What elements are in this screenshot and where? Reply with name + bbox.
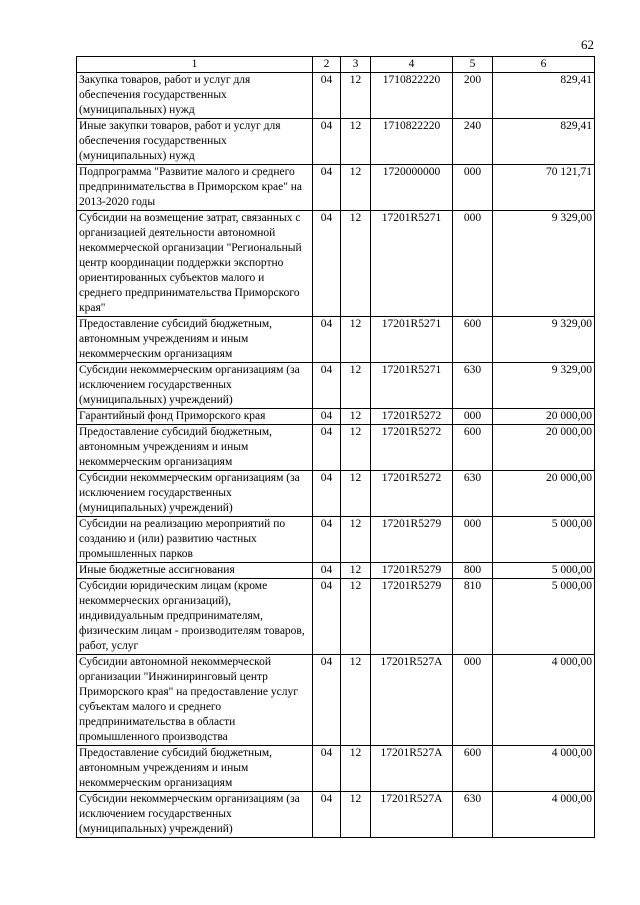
header-row bbox=[77, 57, 595, 73]
subsection-code-cell: 12 bbox=[341, 119, 371, 165]
table-row bbox=[77, 211, 595, 317]
expense-type-cell: 630 bbox=[453, 792, 493, 838]
amount-cell: 9 329,00 bbox=[493, 211, 595, 317]
section-code-cell: 04 bbox=[313, 425, 341, 471]
table-row bbox=[77, 517, 595, 563]
subsection-code-cell: 12 bbox=[341, 73, 371, 119]
table-row bbox=[77, 471, 595, 517]
table-row bbox=[77, 119, 595, 165]
target-article-cell: 1710822220 bbox=[371, 73, 453, 119]
section-code-cell: 04 bbox=[313, 73, 341, 119]
target-article-cell: 17201R527A bbox=[371, 746, 453, 792]
amount-cell: 4 000,00 bbox=[493, 792, 595, 838]
table-row bbox=[77, 73, 595, 119]
target-article-cell: 17201R5271 bbox=[371, 317, 453, 363]
expense-type-cell: 000 bbox=[453, 517, 493, 563]
row-name-cell: Предоставление субсидий бюджетным, автономным учреждениям и иным некоммерческим организациям bbox=[77, 746, 313, 792]
column-header: 6 bbox=[493, 57, 595, 73]
table-row bbox=[77, 655, 595, 746]
column-header: 4 bbox=[371, 57, 453, 73]
row-name-cell: Предоставление субсидий бюджетным, автономным учреждениям и иным некоммерческим организациям bbox=[77, 425, 313, 471]
row-name-cell: Подпрограмма "Развитие малого и среднего предпринимательства в Приморском крае" на 2013-2020 годы bbox=[77, 165, 313, 211]
section-code-cell: 04 bbox=[313, 792, 341, 838]
subsection-code-cell: 12 bbox=[341, 317, 371, 363]
page-number: 62 bbox=[581, 37, 594, 52]
section-code-cell: 04 bbox=[313, 579, 341, 655]
target-article-cell: 17201R5279 bbox=[371, 563, 453, 579]
table-row bbox=[77, 563, 595, 579]
row-name-cell: Субсидии юридическим лицам (кроме некоммерческих организаций), индивидуальным предпринимателям, физическим лицам - производителям товаров, работ, услуг bbox=[77, 579, 313, 655]
row-name-cell: Гарантийный фонд Приморского края bbox=[77, 409, 313, 425]
row-name-cell: Субсидии некоммерческим организациям (за исключением государственных (муниципальных) учреждений) bbox=[77, 363, 313, 409]
table-row bbox=[77, 363, 595, 409]
subsection-code-cell: 12 bbox=[341, 517, 371, 563]
amount-cell: 829,41 bbox=[493, 119, 595, 165]
section-code-cell: 04 bbox=[313, 409, 341, 425]
column-header: 2 bbox=[313, 57, 341, 73]
subsection-code-cell: 12 bbox=[341, 409, 371, 425]
expense-type-cell: 800 bbox=[453, 563, 493, 579]
section-code-cell: 04 bbox=[313, 317, 341, 363]
subsection-code-cell: 12 bbox=[341, 363, 371, 409]
target-article-cell: 17201R5271 bbox=[371, 363, 453, 409]
row-name-cell: Закупка товаров, работ и услуг для обеспечения государственных (муниципальных) нужд bbox=[77, 73, 313, 119]
subsection-code-cell: 12 bbox=[341, 211, 371, 317]
section-code-cell: 04 bbox=[313, 165, 341, 211]
row-name-cell: Субсидии автономной некоммерческой организации "Инжиниринговый центр Приморского края" на предоставление услуг субъектам малого и среднего предпринимательства в области промышленного производства bbox=[77, 655, 313, 746]
expense-type-cell: 000 bbox=[453, 165, 493, 211]
subsection-code-cell: 12 bbox=[341, 165, 371, 211]
section-code-cell: 04 bbox=[313, 471, 341, 517]
column-header: 1 bbox=[77, 57, 313, 73]
expense-type-cell: 240 bbox=[453, 119, 493, 165]
section-code-cell: 04 bbox=[313, 119, 341, 165]
amount-cell: 5 000,00 bbox=[493, 563, 595, 579]
expense-type-cell: 810 bbox=[453, 579, 493, 655]
amount-cell: 70 121,71 bbox=[493, 165, 595, 211]
row-name-cell: Предоставление субсидий бюджетным, автономным учреждениям и иным некоммерческим организациям bbox=[77, 317, 313, 363]
target-article-cell: 17201R527A bbox=[371, 792, 453, 838]
section-code-cell: 04 bbox=[313, 211, 341, 317]
table-row bbox=[77, 746, 595, 792]
subsection-code-cell: 12 bbox=[341, 792, 371, 838]
row-name-cell: Субсидии на реализацию мероприятий по созданию и (или) развитию частных промышленных парков bbox=[77, 517, 313, 563]
target-article-cell: 1710822220 bbox=[371, 119, 453, 165]
table-row bbox=[77, 792, 595, 838]
amount-cell: 4 000,00 bbox=[493, 746, 595, 792]
row-name-cell: Иные закупки товаров, работ и услуг для обеспечения государственных (муниципальных) нужд bbox=[77, 119, 313, 165]
section-code-cell: 04 bbox=[313, 655, 341, 746]
target-article-cell: 17201R5279 bbox=[371, 579, 453, 655]
table-row bbox=[77, 425, 595, 471]
amount-cell: 9 329,00 bbox=[493, 363, 595, 409]
target-article-cell: 17201R527A bbox=[371, 655, 453, 746]
amount-cell: 829,41 bbox=[493, 73, 595, 119]
expense-type-cell: 000 bbox=[453, 655, 493, 746]
target-article-cell: 17201R5279 bbox=[371, 517, 453, 563]
row-name-cell: Субсидии на возмещение затрат, связанных с организацией деятельности автономной некоммерческой организации "Региональный центр координации поддержки экспортно ориентированных субъектов малого и среднего предпринимательства Приморского края" bbox=[77, 211, 313, 317]
table-row bbox=[77, 317, 595, 363]
amount-cell: 9 329,00 bbox=[493, 317, 595, 363]
row-name-cell: Субсидии некоммерческим организациям (за исключением государственных (муниципальных) учреждений) bbox=[77, 792, 313, 838]
budget-table bbox=[76, 56, 595, 838]
section-code-cell: 04 bbox=[313, 746, 341, 792]
section-code-cell: 04 bbox=[313, 563, 341, 579]
table-row bbox=[77, 409, 595, 425]
subsection-code-cell: 12 bbox=[341, 425, 371, 471]
table-body bbox=[77, 73, 595, 838]
target-article-cell: 17201R5272 bbox=[371, 409, 453, 425]
target-article-cell: 17201R5271 bbox=[371, 211, 453, 317]
row-name-cell: Субсидии некоммерческим организациям (за исключением государственных (муниципальных) учреждений) bbox=[77, 471, 313, 517]
expense-type-cell: 600 bbox=[453, 746, 493, 792]
expense-type-cell: 000 bbox=[453, 409, 493, 425]
section-code-cell: 04 bbox=[313, 517, 341, 563]
expense-type-cell: 000 bbox=[453, 211, 493, 317]
row-name-cell: Иные бюджетные ассигнования bbox=[77, 563, 313, 579]
table-row bbox=[77, 165, 595, 211]
amount-cell: 20 000,00 bbox=[493, 409, 595, 425]
amount-cell: 20 000,00 bbox=[493, 425, 595, 471]
target-article-cell: 17201R5272 bbox=[371, 425, 453, 471]
table-row bbox=[77, 579, 595, 655]
expense-type-cell: 630 bbox=[453, 471, 493, 517]
amount-cell: 4 000,00 bbox=[493, 655, 595, 746]
section-code-cell: 04 bbox=[313, 363, 341, 409]
subsection-code-cell: 12 bbox=[341, 471, 371, 517]
subsection-code-cell: 12 bbox=[341, 579, 371, 655]
subsection-code-cell: 12 bbox=[341, 655, 371, 746]
column-header: 5 bbox=[453, 57, 493, 73]
target-article-cell: 1720000000 bbox=[371, 165, 453, 211]
amount-cell: 20 000,00 bbox=[493, 471, 595, 517]
expense-type-cell: 600 bbox=[453, 425, 493, 471]
target-article-cell: 17201R5272 bbox=[371, 471, 453, 517]
amount-cell: 5 000,00 bbox=[493, 517, 595, 563]
subsection-code-cell: 12 bbox=[341, 563, 371, 579]
amount-cell: 5 000,00 bbox=[493, 579, 595, 655]
column-header: 3 bbox=[341, 57, 371, 73]
expense-type-cell: 630 bbox=[453, 363, 493, 409]
subsection-code-cell: 12 bbox=[341, 746, 371, 792]
expense-type-cell: 600 bbox=[453, 317, 493, 363]
expense-type-cell: 200 bbox=[453, 73, 493, 119]
